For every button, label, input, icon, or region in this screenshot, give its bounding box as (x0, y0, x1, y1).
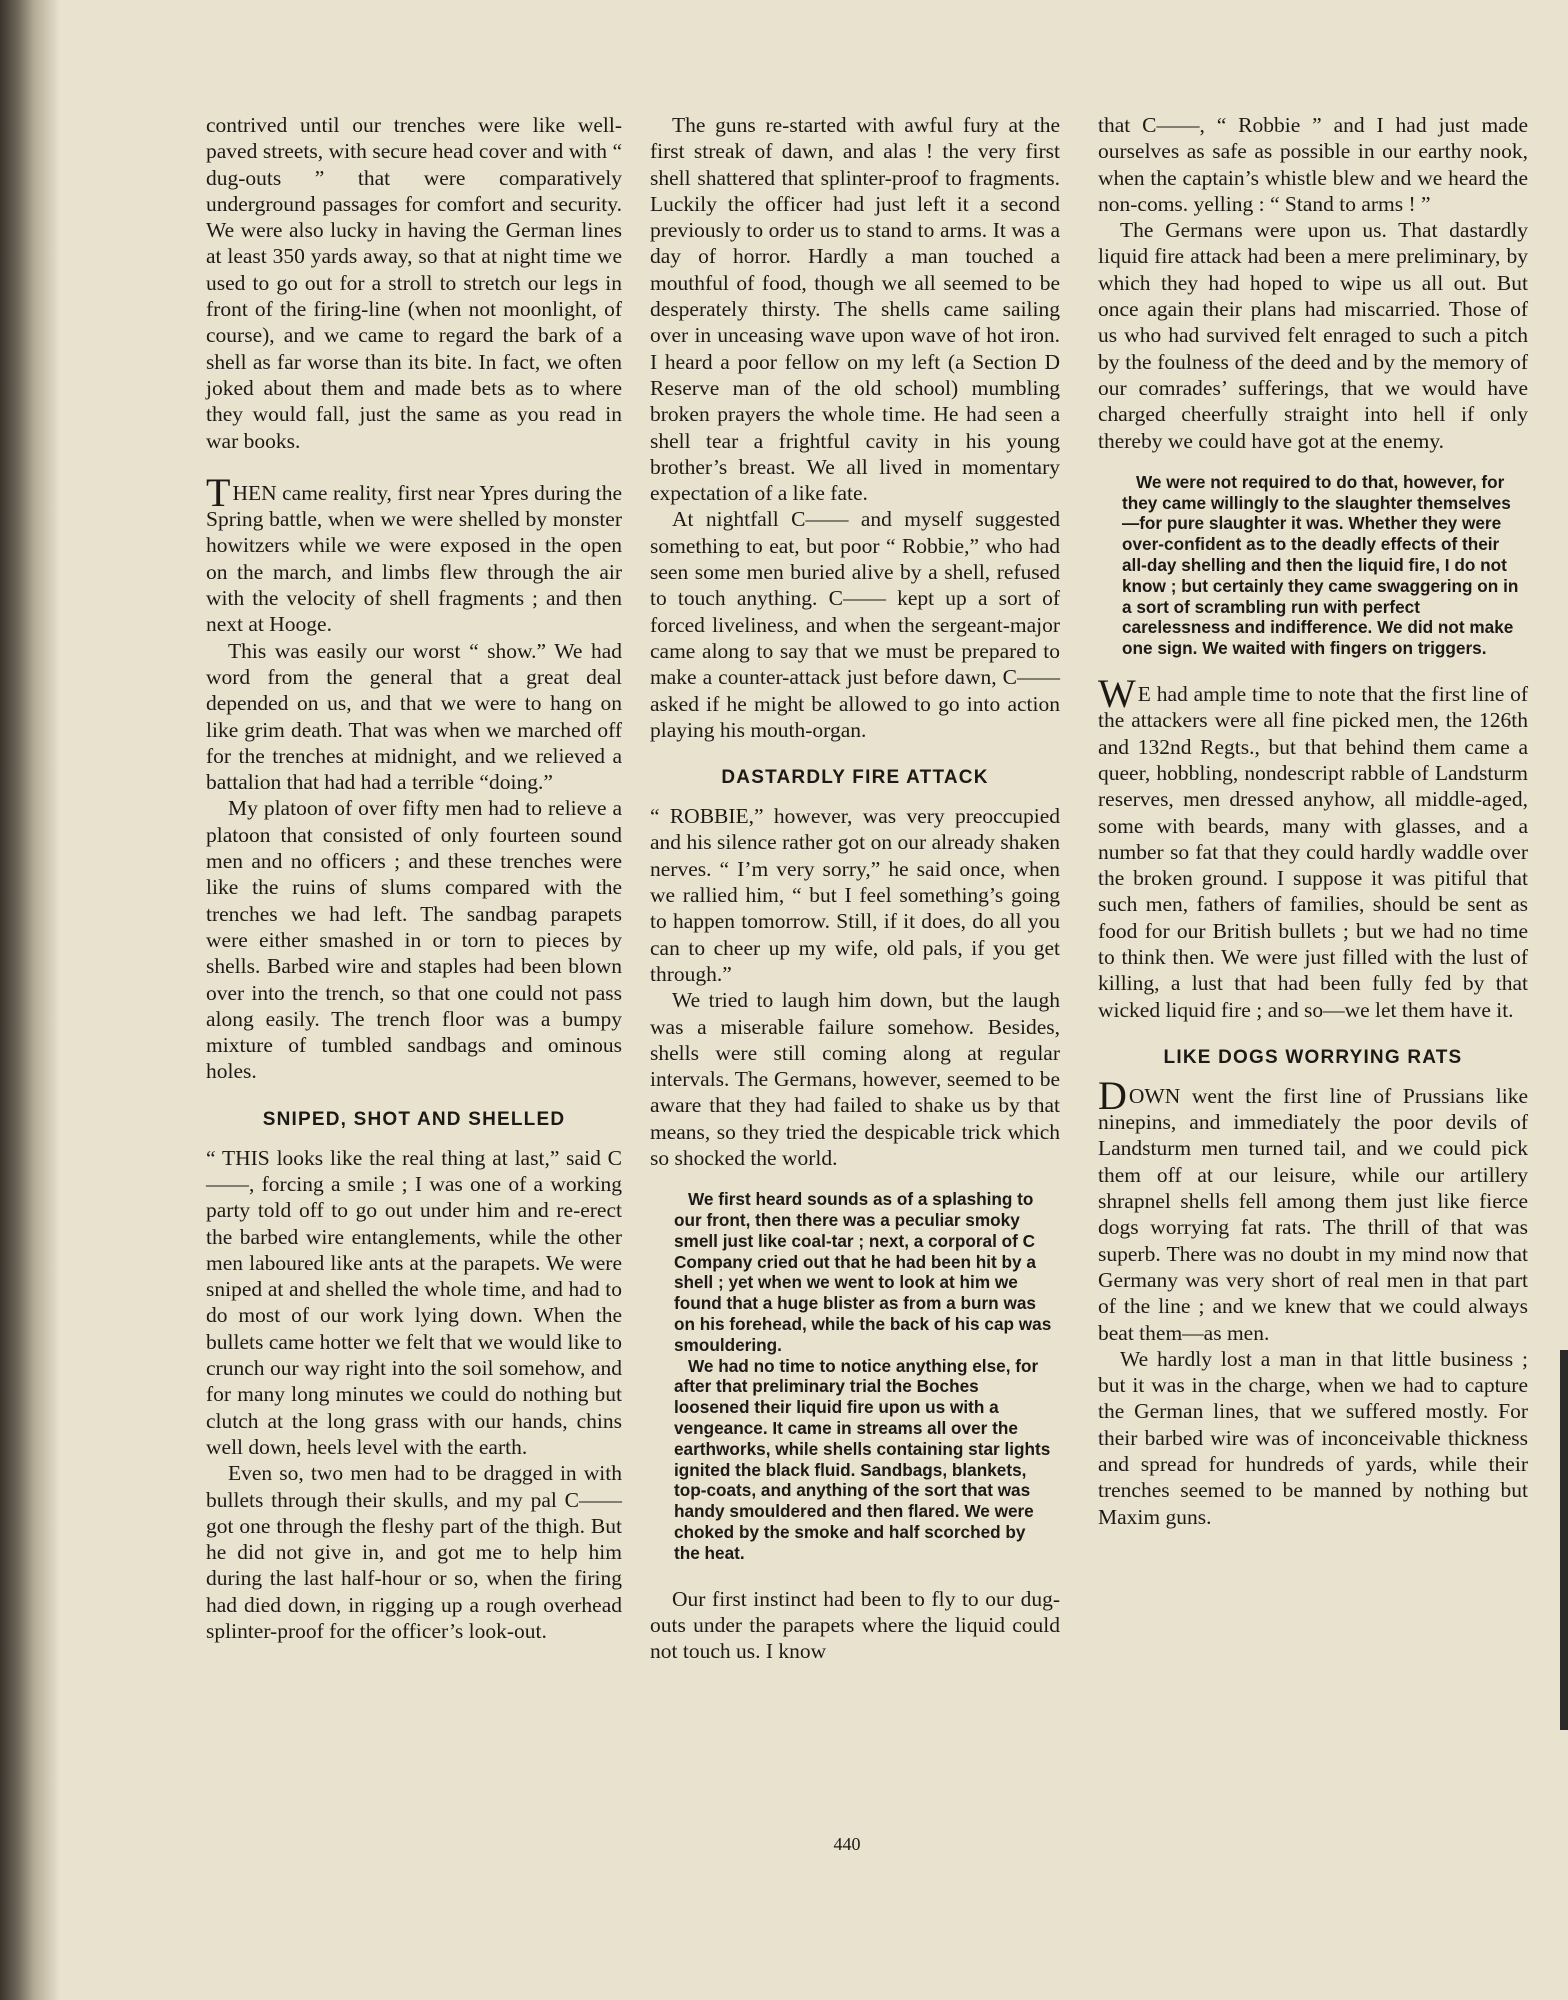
paragraph-drop-cap: WE had ample time to note that the first line of the attackers were all fine picked men, the 126th and 132nd Regts., but that behind them came a queer, hobbling, nondescript rabble of Landsturm reserves, men dressed anyhow, all middle-aged, some with beards, many with glasses, and a number so fat that they could hardly waddle over the broken ground. I suppose it was pitiful that such men, fathers of families, should be sent as food for our British bullets ; but we had no time to think then. We were just filled with the lust of killing, a lust that had been fully fed by that wicked liquid fire ; and so—we let them have it. (1098, 671, 1528, 1022)
paragraph: The Germans were upon us. That dastardly liquid fire attack had been a mere preliminary, by which they had hoped to wipe us all out. But once again their plans had miscarried. Those of us who had survived felt enraged to such a pitch by the foulness of the deed and by the memory of our comrades’ sufferings, that we would have charged cheerfully straight into hell if only thereby we could have got at the enemy. (1098, 218, 1528, 453)
paragraph: “ ROBBIE,” however, was very preoccupied and his silence rather got on our already shaken nerves. “ I’m very sorry,” he said once, when we rallied him, “ but I feel something’s going to happen tomorrow. Still, if it does, do all you can to cheer up my wife, old pals, if you get through.” (650, 804, 1060, 986)
book-binding-shadow (0, 0, 60, 2000)
paragraph: My platoon of over fifty men had to relieve a platoon that consisted of only fourteen sound men and no officers ; and these trenches were like the ruins of slums compared with the trenches we had left. The sandbag parapets were either smashed in or torn to pieces by shells. Barbed wire and staples had been blown over into the trench, so that one could not pass along easily. The trench floor was a bumpy mixture of tumbled sandbags and ominous holes. (206, 796, 622, 1084)
inset-paragraph: We were not required to do that, however, for they came willingly to the slaughter themselves—for pure slaughter it was. Whether they were over-confident as to the deadly effects of their all-day shelling and then the liquid fire, I do not know ; but certainly they came swaggering on in a sort of scrambling run with perfect carelessness and indifference. We did not make one sign. We waited with fingers on triggers. (1122, 471, 1519, 659)
page-number: 440 (833, 1834, 861, 1854)
paragraph-drop-cap: DOWN went the first line of Prussians like ninepins, and immediately the poor devils of Landsturm men turned tail, and we could pick them off at our leisure, while our artillery shrapnel shells fell among them just like fierce dogs worrying fat rats. The thrill of that was superb. There was no doubt in my mind now that Germany was very short of real men in that part of the line ; and we knew that we could always beat them—as men. (1098, 1072, 1528, 1345)
inset-paragraph: We had no time to notice anything else, for after that preliminary trial the Boches loosened their liquid fire upon us with a vengeance. It came in streams all over the earthworks, while shells containing star lights ignited the black fluid. Sandbags, blankets, top-coats, and anything of the sort that was handy smouldered and then flared. We were choked by the smoke and half scorched by the heat. (674, 1355, 1051, 1563)
section-heading: LIKE DOGS WORRYING RATS (1163, 1046, 1463, 1068)
paragraph: contrived until our trenches were like well-paved streets, with secure head cover and with “ dug-outs ” that were comparatively underground passages for comfort and security. We were also lucky in having the German lines at least 350 yards away, so that at night time we used to go out for a stroll to stretch our legs in front of the firing-line (when not moonlight, of course), and we came to regard the bark of a shell as far worse than its bite. In fact, we often joked about them and made bets as to where they would fall, just the same as you read in war books. (206, 113, 622, 453)
page-edge-marker (1560, 1350, 1568, 1730)
paragraph: At nightfall C—— and myself suggested something to eat, but poor “ Robbie,” who had seen some men buried alive by a shell, refused to touch anything. C—— kept up a sort of forced liveliness, and when the sergeant-major came along to say that we must be prepared to make a counter-attack just before dawn, C—— asked if he might be allowed to go into action playing his mouth-organ. (650, 507, 1060, 742)
section-heading: SNIPED, SHOT AND SHELLED (262, 1108, 566, 1130)
bold-inset-passage (1122, 472, 1522, 659)
inset-paragraph: We first heard sounds as of a splashing to our front, then there was a peculiar smoky smell just like coal-tar ; next, a corporal of C Company cried out that he had been hit by a shell ; yet when we went to look at him we found that a huge blister as from a burn was on his forehead, while the back of his cap was smouldering. (674, 1189, 1052, 1355)
paragraph: We tried to laugh him down, but the laugh was a miserable failure somehow. Besides, shells were still coming along at regular intervals. The Germans, however, seemed to be aware that they had failed to shake us by that means, so they tried the despicable trick which so shocked the world. (650, 988, 1060, 1170)
paragraph: Our first instinct had been to fly to our dug-outs under the parapets where the liquid could not touch us. I know (650, 1586, 1060, 1664)
bold-inset-passage (674, 1189, 1054, 1563)
section-heading: DASTARDLY FIRE ATTACK (721, 767, 989, 789)
paragraph: Even so, two men had to be dragged in with bullets through their skulls, and my pal C—— got one through the fleshy part of the thigh. But he did not give in, and got me to help him during the last half-hour or so, when the firing had died down, in rigging up a rough overhead splinter-proof for the officer’s look-out. (206, 1461, 622, 1644)
column-right (1098, 112, 1528, 1530)
paragraph: This was easily our worst “ show.” We had word from the general that a great deal depended on us, and that we were to hang on like grim death. That was when we marched off for the trenches at midnight, and we relieved a battalion that had had a terrible “doing.” (206, 638, 622, 795)
paragraph-drop-cap: THEN came reality, first near Ypres during the Spring battle, when we were shelled by monster howitzers while we were exposed in the open on the march, and limbs flew through the air with the velocity of shell fragments ; and then next at Hooge. (206, 469, 622, 637)
paragraph: The guns re-started with awful fury at the first streak of dawn, and alas ! the very first shell shattered that splinter-proof to fragments. Luckily the officer had just left it a second previously to order us to stand to arms. It was a day of horror. Hardly a man touched a mouthful of food, though we all seemed to be desperately thirsty. The shells came sailing over in unceasing wave upon wave of hot iron. I heard a poor fellow on my left (a Section D Reserve man of the old school) mumbling broken prayers the whole time. He had seen a shell tear a frightful cavity in his young brother’s breast. We all lived in momentary expectation of a like fate. (650, 113, 1060, 506)
paragraph: that C——, “ Robbie ” and I had just made ourselves as safe as possible in our earthy nook, when the captain’s whistle blew and we heard the non-coms. yelling : “ Stand to arms ! ” (1098, 113, 1528, 216)
paragraph: “ THIS looks like the real thing at last,” said C——, forcing a smile ; I was one of a working party told off to go out under him and re-erect the barbed wire entanglements, while the other men laboured like ants at the parapets. We were sniped at and shelled the whole time, and had to do most of our work lying down. When the bullets came hotter we felt that we would like to crunch our way right into the soil somehow, and for many long minutes we could do nothing but clutch at the long grass with our hands, chins well down, heels level with the earth. (206, 1145, 622, 1459)
column-middle (650, 112, 1060, 1665)
paragraph: We hardly lost a man in that little business ; but it was in the charge, when we had to capture the German lines, that we suffered mostly. For their barbed wire was of inconceivable thickness and spread for hundreds of yards, while their trenches seemed to be manned by nothing but Maxim guns. (1098, 1346, 1528, 1529)
column-left (206, 112, 622, 1644)
